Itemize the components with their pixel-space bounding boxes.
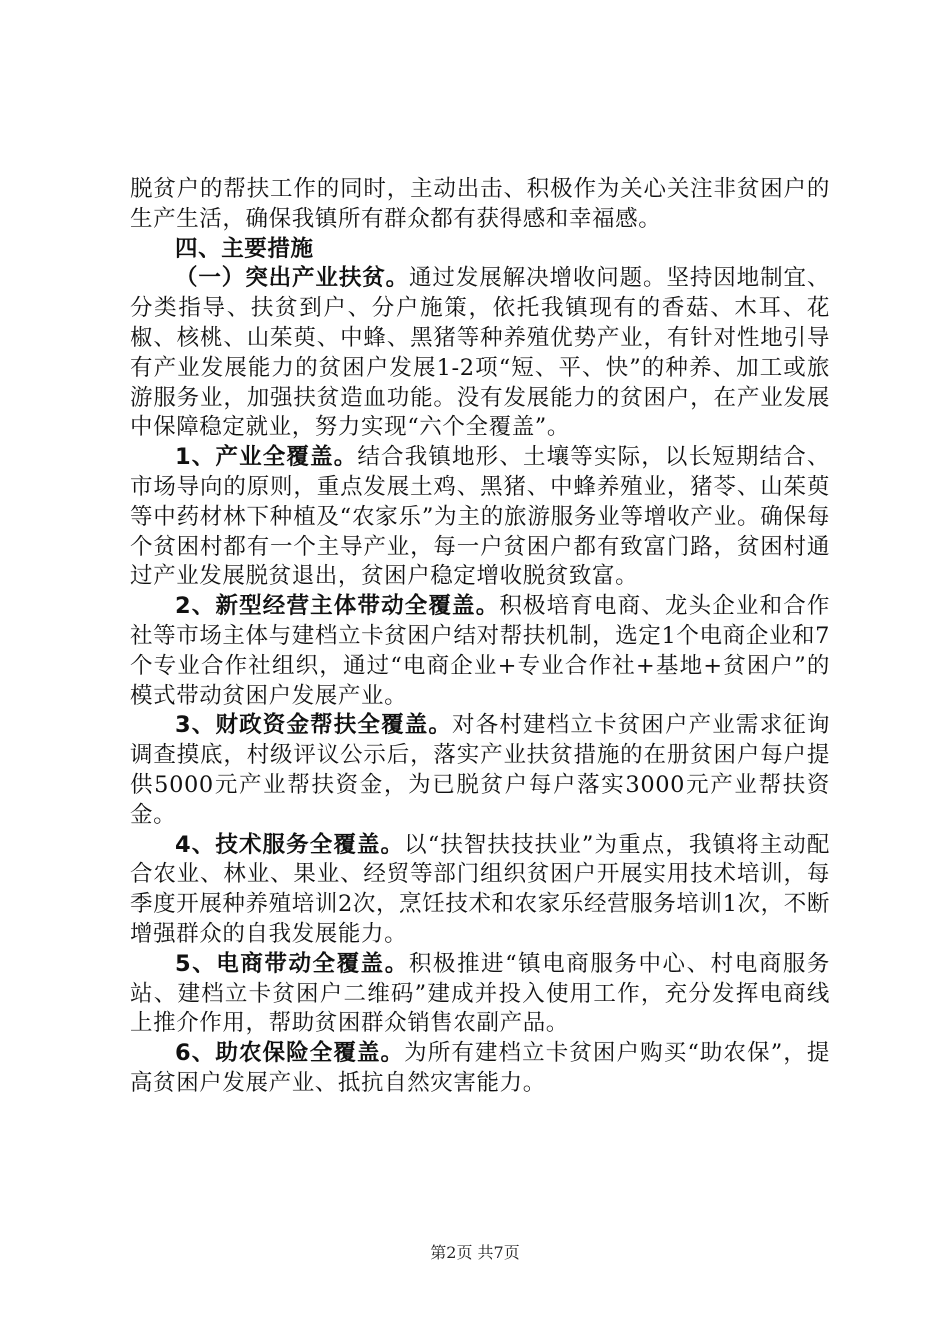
item-2-body: 积极培育电商、龙头企业和合作社等市场主体与建档立卡贫困户结对帮扶机制，选定1个电商企业和7个专业合作社组织，通过“电商企业+专业合作社+基地+贫困户”的模式带动贫困户发展产业。 [130,593,830,709]
item-1-body: 结合我镇地形、土壤等实际，以长短期结合、市场导向的原则，重点发展土鸡、黑猪、中蜂养殖业，猪苓、山茱萸等中药材林下种植及“农家乐”为主的旅游服务业等增收产业。确保每个贫困村都有一个主导产业，每一户贫困户都有致富门路，贫困村通过产业发展脱贫退出，贫困户稳定增收脱贫致富。 [130,444,830,590]
item-1-lead: 1、产业全覆盖。 [175,444,358,471]
item-5-body: 积极推进“镇电商服务中心、村电商服务站、建档立卡贫困户二维码”建成并投入使用工作，充分发挥电商线上推介作用，帮助贫困群众销售农副产品。 [130,950,831,1037]
item-3-body: 对各村建档立卡贫困户产业需求征询调查摸底，村级评议公示后，落实产业扶贫措施的在册贫困户每户提供5000元产业帮扶资金，为已脱贫户每户落实3000元产业帮扶资金。 [130,712,830,828]
section-1-paragraph [130,264,830,443]
item-3-lead: 3、财政资金帮扶全覆盖。 [175,712,453,739]
page-number-footer: 第2页 共7页 [430,1243,520,1262]
item-1-paragraph [130,443,830,592]
item-5-lead: 5、电商带动全覆盖。 [175,950,409,977]
item-6-body: 为所有建档立卡贫困户购买“助农保”，提高贫困户发展产业、抵抗自然灾害能力。 [130,1040,831,1096]
item-3-paragraph [130,711,830,830]
item-2-paragraph [130,592,830,711]
section-1-body: 通过发展解决增收问题。坚持因地制宜、分类指导、扶贫到户、分户施策，依托我镇现有的香菇、木耳、花椒、核桃、山茱萸、中蜂、黑猪等种养殖优势产业，有针对性地引导有产业发展能力的贫困户发展1-2项“短、平、快”的种养、加工或旅游服务业，加强扶贫造血功能。没有发展能力的贫困户，在产业发展中保障稳定就业，努力实现“六个全覆盖”。 [130,265,830,441]
document-body [130,175,830,1099]
item-4-body: 以“扶智扶技扶业”为重点，我镇将主动配合农业、林业、果业、经贸等部门组织贫困户开展实用技术培训，每季度开展种养殖培训2次，烹饪技术和农家乐经营服务培训1次，不断增强群众的自我发展能力。 [130,831,831,947]
section-heading: 四、主要措施 [175,235,314,262]
intro-paragraph: 脱贫户的帮扶工作的同时，主动出击、积极作为关心关注非贫困户的生产生活，确保我镇所有群众都有获得感和幸福感。 [130,176,830,232]
item-6-paragraph [130,1039,830,1099]
item-6-lead: 6、助农保险全覆盖。 [175,1040,405,1067]
item-5-paragraph [130,950,830,1039]
item-4-lead: 4、技术服务全覆盖。 [175,831,405,858]
item-2-lead: 2、新型经营主体带动全覆盖。 [175,593,500,620]
item-4-paragraph [130,831,830,950]
section-1-lead: （一）突出产业扶贫。 [175,265,410,292]
